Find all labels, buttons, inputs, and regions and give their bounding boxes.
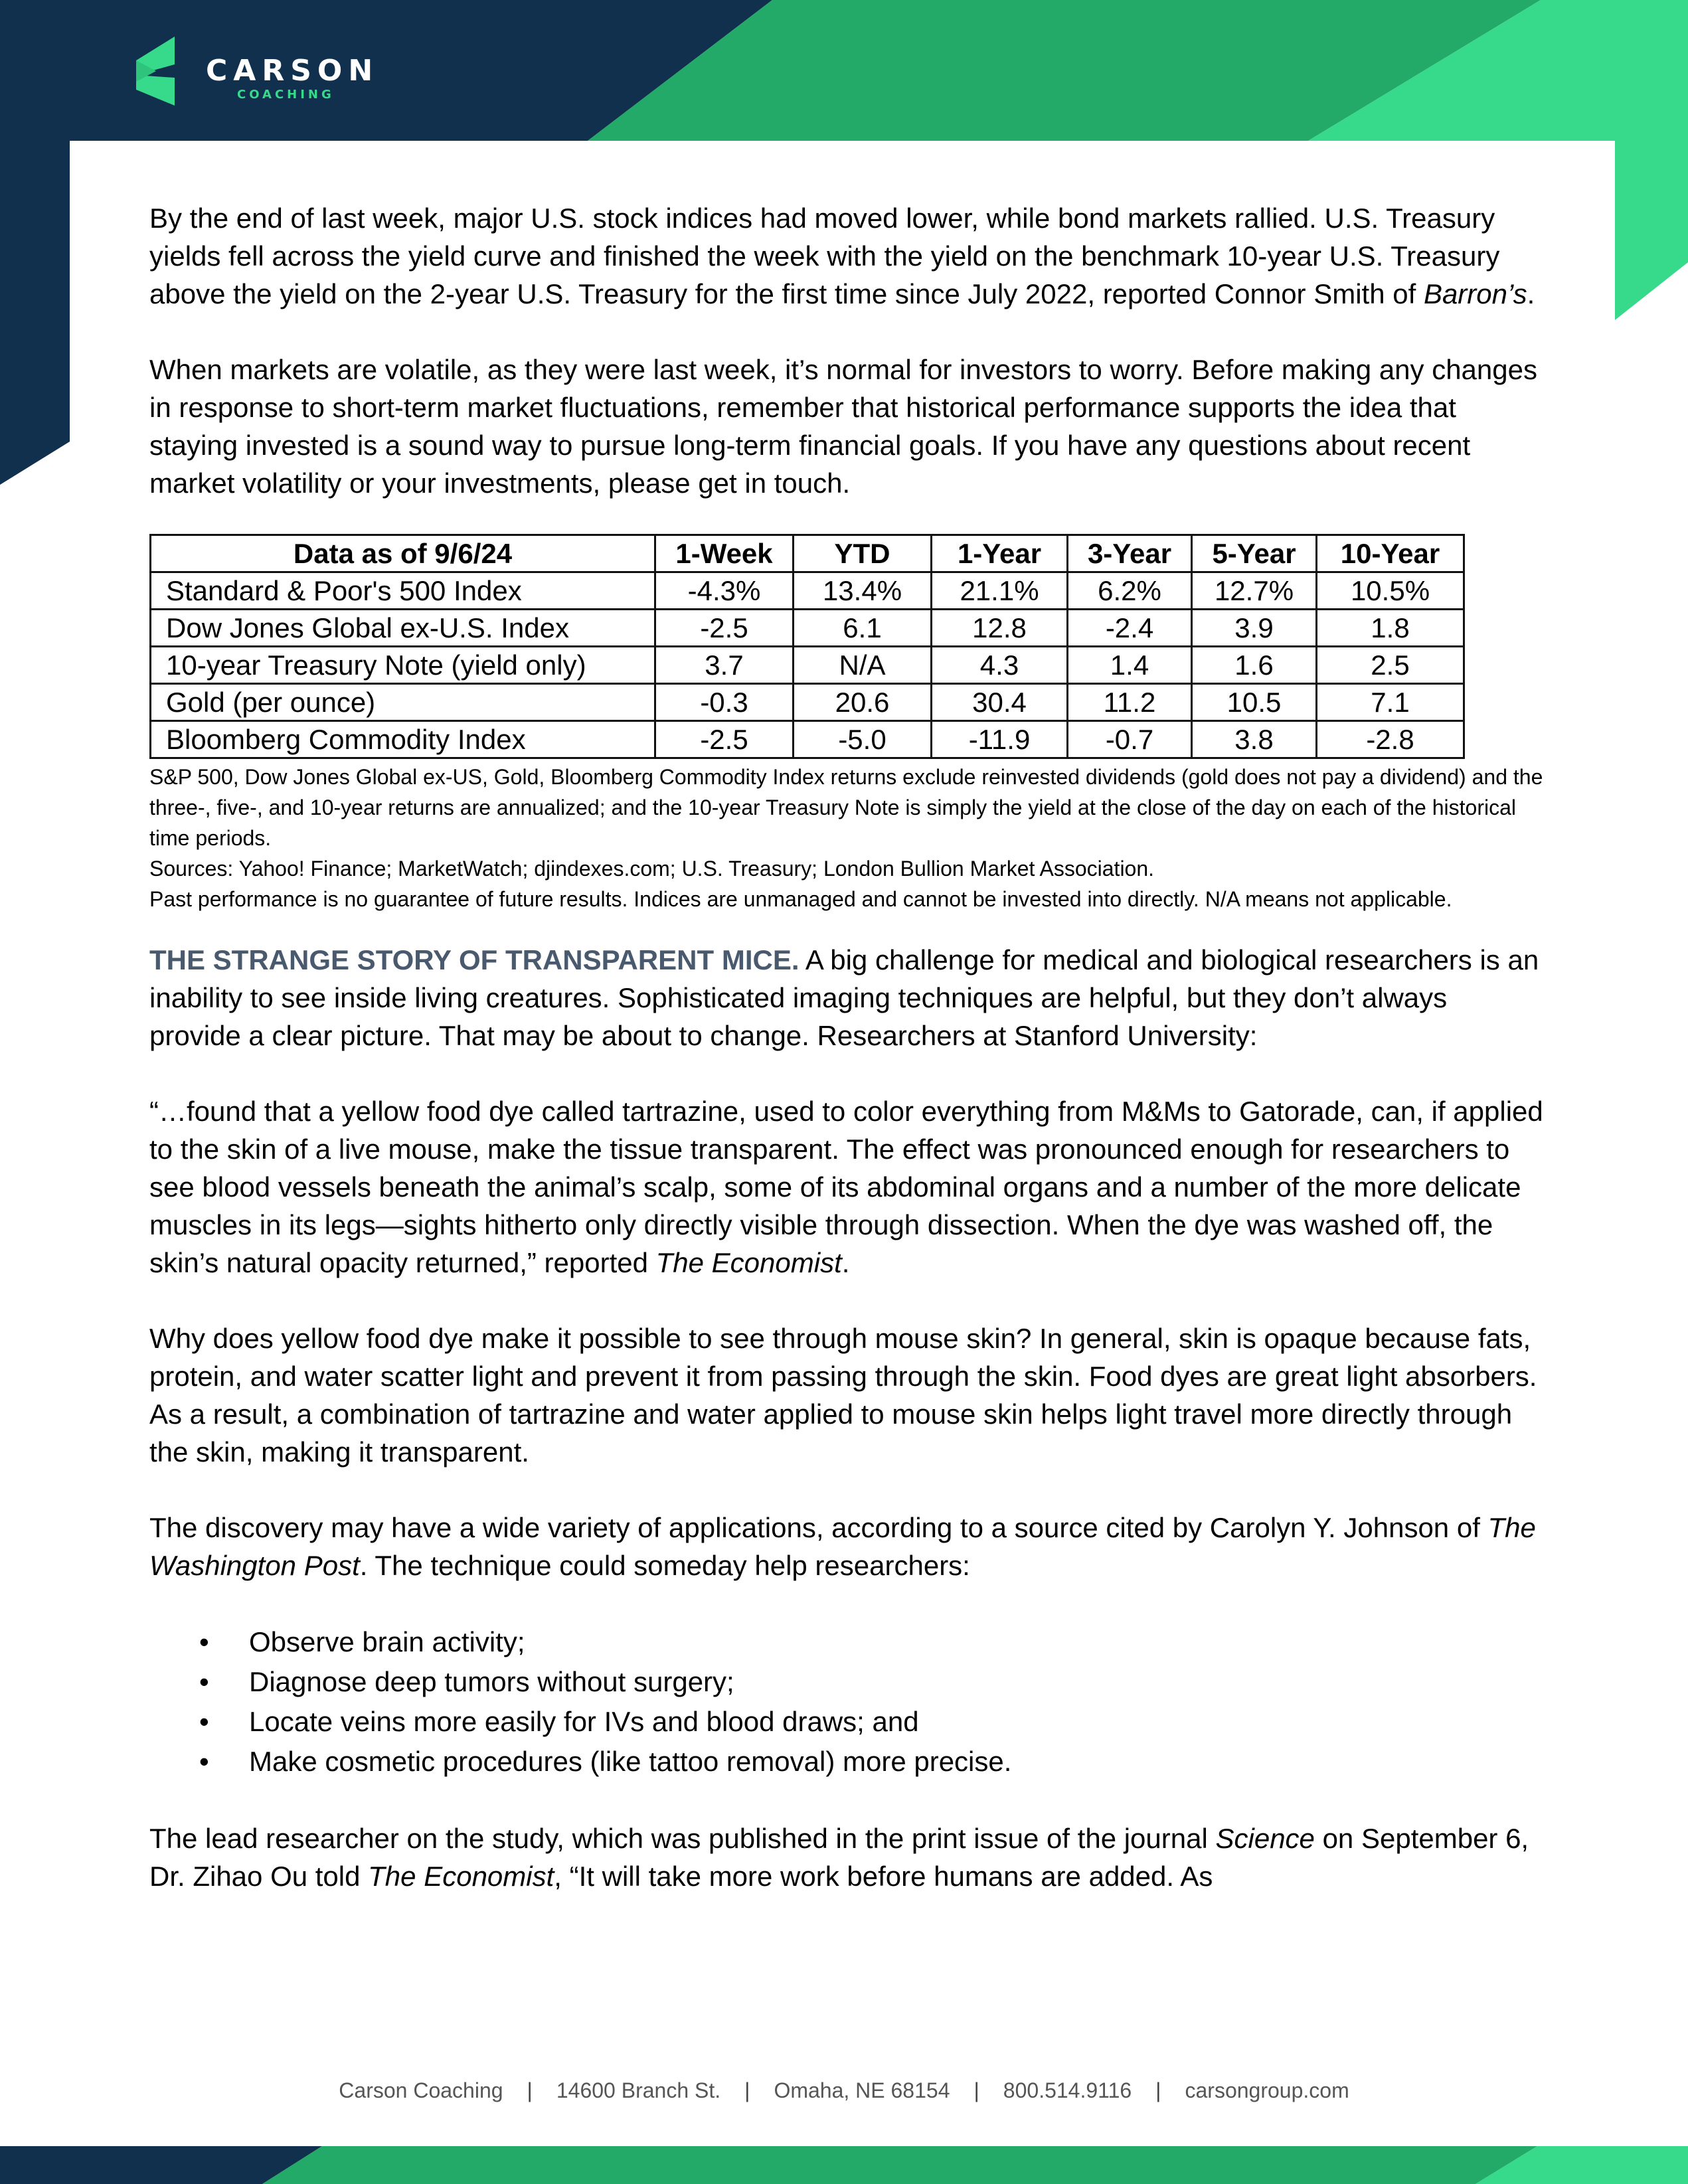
article-quote: “…found that a yellow food dye called tartrazine, used to color everything from M&Ms to Gatorade, can, if applied to the skin of a live mouse, make the tissue transparent. The effect was pronounced enough for researchers to see blood vessels beneath the animal’s scalp, some of its abdominal organs and a number of the more delicate muscles in its legs—sights hitherto only directly visible through dissection. When the dye was washed off, the skin’s natural opacity returned,” reported The Economist. xyxy=(149,1096,1543,1278)
footer-phone: 800.514.9116 xyxy=(1003,2078,1132,2102)
header-ytd: YTD xyxy=(794,535,932,572)
article-paragraph-applications: The discovery may have a wide variety of applications, according to a source cited by Carolyn Y. Johnson of The Washington Post. The technique could someday help researchers: xyxy=(149,1512,1536,1581)
table-header-row xyxy=(151,535,1464,572)
carson-chevron-icon xyxy=(136,37,176,106)
footer-separator: | xyxy=(527,2078,533,2102)
footer-separator: | xyxy=(973,2078,979,2102)
header-data-as-of: Data as of 9/6/24 xyxy=(151,535,655,572)
bullet-icon: • xyxy=(199,1626,209,1657)
header-3-year: 3-Year xyxy=(1068,535,1192,572)
table-row: Gold (per ounce) -0.3 20.6 30.4 11.2 10.5 7.1 xyxy=(151,684,1464,721)
newsletter-body xyxy=(149,199,1544,1933)
header-1-year: 1-Year xyxy=(932,535,1068,572)
footer-separator: | xyxy=(1155,2078,1161,2102)
table-footnotes xyxy=(149,762,1544,914)
source-economist-2: The Economist xyxy=(368,1861,554,1892)
page-footer xyxy=(0,2078,1688,2103)
footer-company: Carson Coaching xyxy=(339,2078,503,2102)
table-row: Standard & Poor's 500 Index -4.3% 13.4% 21.1% 6.2% 12.7% 10.5% xyxy=(151,572,1464,610)
list-item: • Diagnose deep tumors without surgery; xyxy=(149,1662,1544,1702)
header-5-year: 5-Year xyxy=(1192,535,1317,572)
header-1-week: 1-Week xyxy=(655,535,794,572)
list-item: • Make cosmetic procedures (like tattoo removal) more precise. xyxy=(149,1742,1544,1782)
source-washington-post: The Washington Post xyxy=(149,1512,1536,1581)
bullet-icon: • xyxy=(199,1666,209,1697)
list-item: • Observe brain activity; xyxy=(149,1622,1544,1662)
footnote-disclaimer: Past performance is no guarantee of future results. Indices are unmanaged and cannot be invested into directly. N/A means not applicable. xyxy=(149,887,1452,911)
journal-science: Science xyxy=(1215,1823,1315,1854)
bullet-icon: • xyxy=(199,1746,209,1777)
logo-wordmark: CARSON xyxy=(206,54,379,88)
footnote-sources: Sources: Yahoo! Finance; MarketWatch; djindexes.com; U.S. Treasury; London Bullion Market Association. xyxy=(149,857,1155,881)
article-intro-paragraph: THE STRANGE STORY OF TRANSPARENT MICE. A big challenge for medical and biological researchers is an inability to see inside living creatures. Sophisticated imaging techniques are helpful, but they don’t always provide a clear picture. That may be about to change. Researchers at Stanford University: xyxy=(149,944,1539,1051)
article-paragraph-researcher: The lead researcher on the study, which was published in the print issue of the journal Science on September 6, Dr. Zihao Ou told The Economist, “It will take more work before humans are added. As xyxy=(149,1823,1529,1892)
footer-website: carsongroup.com xyxy=(1185,2078,1349,2102)
source-barrons: Barron’s xyxy=(1423,278,1527,309)
source-economist: The Economist xyxy=(655,1247,842,1278)
bullet-icon: • xyxy=(199,1706,209,1737)
header-10-year: 10-Year xyxy=(1317,535,1464,572)
logo-subtitle: COACHING xyxy=(237,88,335,102)
table-row: Bloomberg Commodity Index -2.5 -5.0 -11.9 -0.7 3.8 -2.8 xyxy=(151,721,1464,758)
article-heading: THE STRANGE STORY OF TRANSPARENT MICE. xyxy=(149,944,800,975)
list-item: • Locate veins more easily for IVs and blood draws; and xyxy=(149,1702,1544,1742)
market-data-table xyxy=(149,534,1465,759)
applications-list xyxy=(149,1622,1544,1782)
intro-paragraph-2: When markets are volatile, as they were last week, it’s normal for investors to worry. Before making any changes in response to short-term market fluctuations, remember that historical performance supports the idea that staying invested is a sound way to pursue long-term financial goals. If you have any questions about recent market volatility or your investments, please get in touch. xyxy=(149,354,1537,499)
intro-paragraph-1: By the end of last week, major U.S. stock indices had moved lower, while bond markets rallied. U.S. Treasury yields fell across the yield curve and finished the week with the yield on the benchmark 10-year U.S. Treasury above the yield on the 2-year U.S. Treasury for the first time since July 2022, reported Connor Smith of Barron’s. xyxy=(149,203,1535,309)
footnote-methodology: S&P 500, Dow Jones Global ex-US, Gold, Bloomberg Commodity Index returns exclude reinvested dividends (gold does not pay a dividend) and the three-, five-, and 10-year returns are annualized; and the 10-year Treasury Note is simply the yield at the close of the day on each of the historical time periods. xyxy=(149,765,1543,850)
table-row: Dow Jones Global ex-U.S. Index -2.5 6.1 12.8 -2.4 3.9 1.8 xyxy=(151,610,1464,647)
footer-city: Omaha, NE 68154 xyxy=(774,2078,950,2102)
footer-separator: | xyxy=(744,2078,750,2102)
article-paragraph-why: Why does yellow food dye make it possible to see through mouse skin? In general, skin is opaque because fats, protein, and water scatter light and prevent it from passing through the skin. Food dyes are great light absorbers. As a result, a combination of tartrazine and water applied to mouse skin helps light travel more directly through the skin, making it transparent. xyxy=(149,1323,1537,1468)
table-row: 10-year Treasury Note (yield only) 3.7 N/A 4.3 1.4 1.6 2.5 xyxy=(151,647,1464,684)
carson-coaching-logo xyxy=(136,37,415,110)
footer-street: 14600 Branch St. xyxy=(556,2078,721,2102)
